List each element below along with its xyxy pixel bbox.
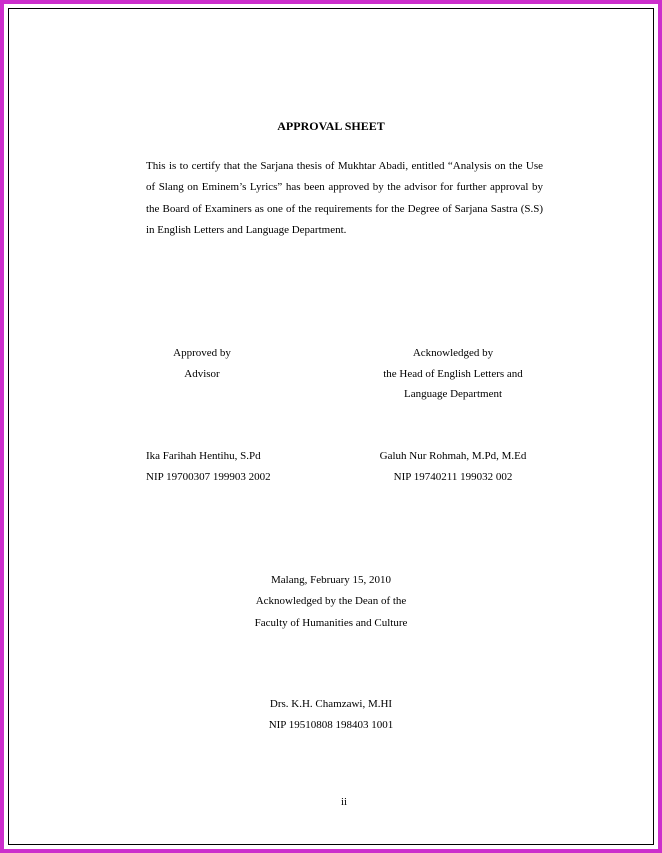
approved-by-block [146,343,258,384]
place-date: Malang, February 15, 2010 [270,574,392,586]
head-of-department-label: the Head of English Letters and [383,367,523,380]
faculty-label: Faculty of Humanities and Culture [254,616,408,629]
head-signature-block [352,446,554,487]
advisor-signature-block [146,446,346,487]
document-title: APPROVAL SHEET [277,119,385,133]
dean-name: Drs. K.H. Chamzawi, M.HI [269,698,393,710]
dean-nip: NIP 19510808 198403 1001 [268,719,394,731]
approved-by-label: Approved by [173,347,231,359]
page-number: ii [340,796,348,808]
acknowledged-by-label: Acknowledged by [412,347,494,359]
dean-signature-block [0,694,662,736]
head-nip: NIP 19740211 199032 002 [393,470,513,483]
advisor-label: Advisor [184,367,220,380]
acknowledged-by-block [352,343,554,405]
dean-acknowledged-label: Acknowledged by the Dean of the [255,595,407,608]
certification-paragraph: This is to certify that the Sarjana thesis of Mukhtar Abadi, entitled “Analysis on the Use of Slang on Eminem’s Lyrics” has been approved by the advisor for further approval by the Board of Examiners as one of the requirements for the Degree of Sarjana Sastra (S.S) in English Letters and Language Department. [146,160,543,236]
dean-acknowledgement-block [0,570,662,634]
advisor-nip: NIP 19700307 199903 2002 [146,470,271,483]
advisor-name: Ika Farihah Hentihu, S.Pd [146,450,261,462]
department-label: Language Department [403,388,503,400]
head-name: Galuh Nur Rohmah, M.Pd, M.Ed [379,450,527,462]
